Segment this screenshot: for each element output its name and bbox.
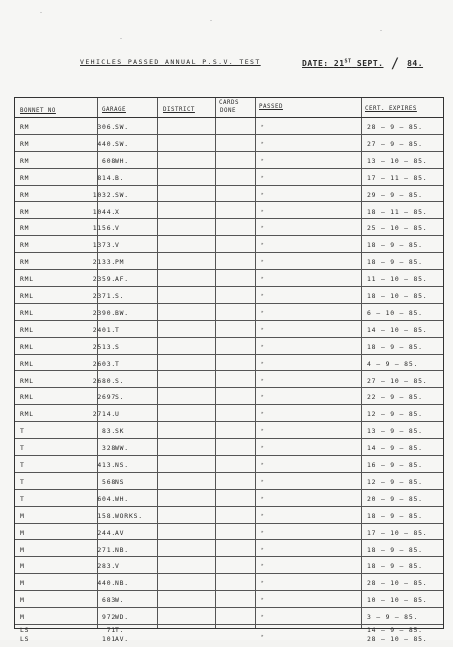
garage-code: B.	[115, 173, 125, 182]
garage-code: X	[115, 207, 120, 216]
cert-expiry: 3 – 9 – 85.	[367, 613, 419, 622]
bonnet-number: 604.	[97, 494, 116, 503]
passed-tick: »	[261, 562, 265, 568]
garage-code: WH.	[115, 494, 129, 503]
table-row	[15, 270, 443, 287]
table-row	[15, 557, 443, 574]
bonnet-number: 814.	[97, 173, 116, 182]
passed-tick: »	[261, 308, 265, 314]
bonnet-prefix: M	[20, 511, 25, 520]
garage-code: NB.	[115, 545, 129, 554]
cert-expiry: 27 – 9 – 85.	[367, 139, 423, 148]
bonnet-prefix: RM	[20, 224, 30, 233]
cert-expiry: 18 – 9 – 85.	[367, 511, 423, 520]
cert-expiry-line2: 28 – 10 – 85.	[367, 635, 428, 643]
table-row	[15, 152, 443, 169]
passed-tick: »	[261, 410, 265, 416]
table-row	[15, 355, 443, 372]
garage-code: V	[115, 562, 120, 571]
bonnet-prefix: RML	[20, 292, 34, 300]
header-district: DISTRICT	[163, 107, 195, 113]
passed-tick: »	[261, 190, 265, 196]
garage-code: AV	[115, 528, 125, 537]
table-row	[15, 507, 443, 524]
bonnet-prefix: M	[20, 528, 25, 537]
bonnet-prefix: T	[20, 494, 25, 503]
passed-tick: »	[261, 342, 265, 348]
bonnet-prefix: RM	[20, 173, 30, 182]
bonnet-number: 2697	[97, 393, 116, 402]
bonnet-prefix: T	[20, 427, 25, 436]
table-row	[15, 625, 443, 647]
bonnet-prefix: RML	[20, 342, 34, 351]
scan-speck	[210, 20, 212, 21]
garage-code: V	[115, 224, 120, 233]
header-passed: PASSED	[259, 104, 283, 110]
garage-code: S.	[115, 292, 125, 300]
garage-code: SK	[115, 427, 125, 436]
table-row	[15, 287, 443, 304]
passed-tick: »	[261, 444, 265, 450]
bonnet-number: 328	[102, 444, 116, 453]
cert-expiry: 16 – 9 – 85.	[367, 461, 423, 469]
header-cert-expires: CERT. EXPIRES	[365, 106, 417, 112]
cert-expiry: 13 – 10 – 85.	[367, 156, 428, 165]
passed-tick: »	[261, 139, 265, 145]
bonnet-prefix: M	[20, 562, 25, 571]
bonnet-number: 1032.	[92, 190, 116, 199]
bonnet-prefix: M	[20, 579, 25, 588]
garage-code-line1: T.	[115, 626, 125, 634]
bonnet-number: 158.	[97, 511, 116, 520]
header-garage: GARAGE	[102, 107, 126, 113]
bonnet-number: 2513.	[92, 342, 116, 351]
table-row	[15, 608, 443, 625]
table-row	[15, 405, 443, 422]
bonnet-number: 306.	[97, 123, 116, 131]
garage-code: W.	[115, 596, 125, 605]
cert-expiry: 17 – 10 – 85.	[367, 528, 428, 537]
passed-tick: »	[261, 241, 265, 247]
bonnet-number: 2680.	[92, 376, 116, 385]
passed-tick: »	[261, 579, 265, 585]
cert-expiry: 27 – 10 – 85.	[367, 376, 428, 385]
cert-expiry: 18 – 9 – 85.	[367, 258, 423, 267]
garage-code: S.	[115, 393, 125, 402]
bonnet-number: 2133.	[92, 258, 116, 267]
passed-tick: »	[261, 528, 265, 534]
date-month: SEPT.	[356, 59, 384, 68]
bonnet-number: 283.	[97, 562, 116, 571]
bonnet-number: 2371.	[92, 292, 116, 300]
bonnet-number: 568	[102, 477, 116, 486]
garage-code: WD.	[115, 613, 129, 622]
date-suffix: ST	[344, 58, 352, 65]
passed-tick: »	[261, 156, 265, 162]
passed-tick: »	[261, 477, 265, 483]
document-title: VEHICLES PASSED ANNUAL P.S.V. TEST	[80, 58, 261, 66]
passed-tick: »	[261, 461, 265, 466]
cert-expiry: 17 – 11 – 85.	[367, 173, 428, 182]
bonnet-prefix: M	[20, 596, 25, 605]
bonnet-prefix: RM	[20, 190, 30, 199]
bonnet-prefix: RM	[20, 156, 30, 165]
cert-expiry: 20 – 9 – 85.	[367, 494, 423, 503]
bonnet-number: 2603.	[92, 359, 116, 368]
scan-speck	[40, 12, 42, 13]
cert-expiry	[367, 626, 427, 643]
garage-code	[115, 626, 129, 643]
table-row	[15, 135, 443, 152]
table-row	[15, 236, 443, 253]
passed-tick: »	[261, 123, 265, 128]
bonnet-prefix: RML	[20, 308, 34, 317]
bonnet-number: 608	[102, 156, 116, 165]
date-label: DATE	[302, 59, 324, 68]
garage-code: T	[115, 325, 120, 334]
cert-expiry: 18 – 9 – 85.	[367, 562, 423, 571]
bonnet-prefix: RML	[20, 410, 34, 419]
bonnet-prefix: RML	[20, 393, 34, 402]
table-row	[15, 456, 443, 473]
cert-expiry: 14 – 9 – 85.	[367, 444, 423, 453]
bonnet-prefix: RML	[20, 359, 34, 368]
passed-tick: »	[261, 596, 265, 602]
bonnet-number: 2390.	[92, 308, 116, 317]
bonnet-number: 2359.	[92, 275, 116, 284]
table-row	[15, 439, 443, 456]
passed-tick: »	[261, 325, 265, 331]
cert-expiry: 18 – 9 – 85.	[367, 241, 423, 250]
garage-code: SW.	[115, 123, 129, 131]
passed-tick: »	[261, 511, 265, 517]
bonnet-number: 1373.	[92, 241, 116, 250]
cert-expiry: 28 – 10 – 85.	[367, 579, 428, 588]
table-row	[15, 253, 443, 270]
bonnet-number: 413.	[97, 461, 116, 469]
header-done: DONE	[220, 108, 236, 114]
table-row	[15, 118, 443, 135]
garage-code: NS	[115, 477, 125, 486]
passed-tick: »	[261, 173, 265, 179]
bonnet-prefix: RM	[20, 241, 30, 250]
table-row	[15, 574, 443, 591]
bonnet-number	[58, 626, 116, 643]
cert-expiry: 22 – 9 – 85.	[367, 393, 423, 402]
table-row	[15, 591, 443, 608]
passed-tick: »	[261, 275, 265, 281]
scan-speck	[120, 38, 122, 39]
bonnet-prefix: RML	[20, 275, 34, 284]
bonnet-prefix: RM	[20, 123, 30, 131]
garage-code: T	[115, 359, 120, 368]
table-body	[15, 118, 443, 643]
table-row	[15, 524, 443, 541]
cert-expiry: 18 – 9 – 85.	[367, 342, 423, 351]
bonnet-prefix: M	[20, 613, 25, 622]
table-row	[15, 304, 443, 321]
bonnet-number: 972	[102, 613, 116, 622]
cert-expiry: 13 – 9 – 85.	[367, 427, 423, 436]
cert-expiry: 28 – 9 – 85.	[367, 123, 423, 131]
table-row	[15, 186, 443, 203]
garage-code: S.	[115, 376, 125, 385]
bonnet-number: 83.	[102, 427, 116, 436]
cert-expiry: 10 – 10 – 85.	[367, 596, 428, 605]
garage-code-line2: AV.	[115, 635, 129, 643]
table-row	[15, 473, 443, 490]
bonnet-prefix: T	[20, 461, 25, 469]
bonnet-number-line1: 71	[106, 626, 116, 634]
garage-code: S	[115, 342, 120, 351]
table-row	[15, 321, 443, 338]
table-row	[15, 169, 443, 186]
garage-code: AF.	[115, 275, 129, 284]
passed-tick: »	[261, 545, 265, 551]
table-row	[15, 541, 443, 558]
garage-code: WH.	[115, 156, 129, 165]
garage-code: WORKS.	[115, 511, 143, 520]
passed-tick: »	[261, 359, 265, 365]
bonnet-number: 440.	[97, 139, 116, 148]
cert-expiry: 18 – 10 – 85.	[367, 292, 428, 300]
date-day: 21	[333, 59, 345, 68]
garage-code: SW.	[115, 190, 129, 199]
garage-code: NS.	[115, 461, 129, 469]
header-bonnet-no: BONNET NO	[20, 108, 56, 114]
passed-tick: »	[261, 613, 265, 619]
bonnet-number: 2714.	[92, 410, 116, 419]
vehicle-table	[14, 97, 444, 643]
bonnet-prefix: T	[20, 444, 25, 453]
bonnet-number: 683	[102, 596, 116, 605]
garage-code: V	[115, 241, 120, 250]
scan-speck	[380, 30, 382, 31]
cert-expiry: 4 – 9 – 85.	[367, 359, 419, 368]
garage-code: NB.	[115, 579, 129, 588]
table-row	[15, 490, 443, 507]
garage-code: BW.	[115, 308, 129, 317]
passed-tick: »	[261, 258, 265, 264]
bonnet-number: 1044.	[92, 207, 116, 216]
cert-expiry: 11 – 10 – 85.	[367, 275, 428, 284]
passed-tick: »	[261, 376, 265, 382]
bonnet-prefix: RML	[20, 376, 34, 385]
bonnet-prefix: RM	[20, 139, 30, 148]
bonnet-prefix-line1: LS	[20, 626, 30, 634]
cert-expiry: 25 – 10 – 85.	[367, 224, 428, 233]
table-row	[15, 219, 443, 236]
passed-tick: »	[261, 224, 265, 230]
cert-expiry: 12 – 9 – 85.	[367, 410, 423, 419]
bonnet-number: 271.	[97, 545, 116, 554]
cert-expiry: 29 – 9 – 85.	[367, 190, 423, 199]
bonnet-prefix: RML	[20, 325, 34, 334]
table-row	[15, 422, 443, 439]
header-cards: CARDS	[219, 100, 239, 106]
garage-code: PM	[115, 258, 125, 267]
document-date: DATE: 21ST SEPT. / 84.	[302, 56, 424, 72]
cert-expiry: 6 – 10 – 85.	[367, 308, 423, 317]
passed-tick: »	[261, 292, 265, 297]
bonnet-number: 2401.	[92, 325, 116, 334]
bonnet-prefix: M	[20, 545, 25, 554]
table-row	[15, 203, 443, 220]
passed-tick: »	[261, 494, 265, 500]
cert-expiry: 14 – 10 – 85.	[367, 325, 428, 334]
bonnet-number: 244.	[97, 528, 116, 537]
passed-tick: »	[261, 633, 265, 638]
passed-tick: »	[261, 393, 265, 399]
bonnet-prefix-line2: LS	[20, 635, 30, 643]
table-row	[15, 372, 443, 389]
bonnet-number: 1156.	[92, 224, 116, 233]
cert-expiry: 18 – 9 – 85.	[367, 545, 423, 554]
cert-expiry-line1: 14 – 9 – 85.	[367, 626, 423, 634]
passed-tick: »	[261, 207, 265, 213]
bonnet-prefix: RM	[20, 258, 30, 267]
table-row	[15, 388, 443, 405]
passed-tick: »	[261, 427, 265, 433]
bonnet-prefix	[20, 626, 29, 643]
cert-expiry: 12 – 9 – 85.	[367, 477, 423, 486]
garage-code: SW.	[115, 139, 129, 148]
table-row	[15, 338, 443, 355]
bonnet-prefix: RM	[20, 207, 30, 216]
date-year: 84.	[407, 59, 424, 68]
cert-expiry: 18 – 11 – 85.	[367, 207, 428, 216]
bonnet-prefix: T	[20, 477, 25, 486]
garage-code: U	[115, 410, 120, 419]
garage-code: WW.	[115, 444, 129, 453]
bonnet-number: 440.	[97, 579, 116, 588]
bonnet-number-line2: 101	[102, 635, 116, 643]
